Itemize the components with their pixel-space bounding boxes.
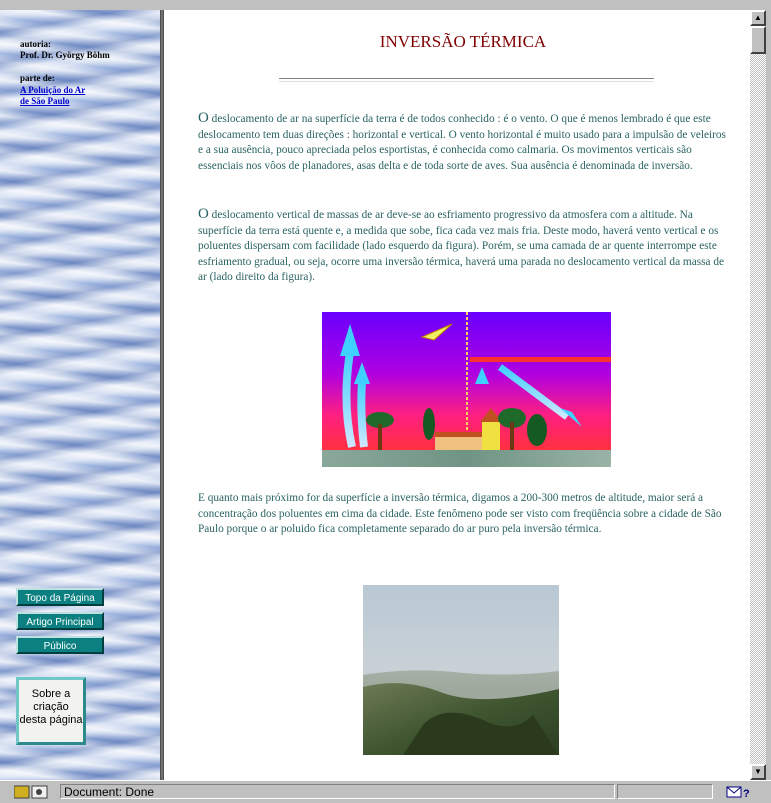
- paragraph-1-text: deslocamento de ar na superfície da terra é de todos conhecido : é o vento. O que é menos lembrado é que este deslocamento tem duas direções : horizontal e vertical. O vento horizontal é muito usado para a impulsão de veleiros e a sua ausência, pouco apreciada pelos esportistas, é conhecida como calmaria. Os movimentos verticais são essenciais nos vôos de planadores, asas delta e de toda sorte de aves. Sua ausência é denominada de inversão.: [198, 113, 726, 172]
- author-label: autoria:: [20, 39, 51, 49]
- status-progress-cell: [617, 784, 713, 799]
- sidebar: [0, 10, 160, 780]
- paragraph-1: [198, 111, 730, 174]
- paragraph-2-text: deslocamento vertical de massas de ar deve-se ao esfriamento progressivo da atmosfera com a altitude. Na superfície da terra está quente e, a medida que sobe, fica cada vez mais fria. Deste modo, haverá vento vertical e os poluentes dispersam com facilidade (lado esquerdo da figura). Porém, se uma camada de ar quente interrompe este esfriamento gradual, ou seja, ocorre uma inversão térmica, haverá uma parada no deslocamento vertical da massa de ar (lado direito da figura).: [198, 209, 725, 284]
- scroll-up-button[interactable]: ▲: [750, 10, 766, 26]
- part-label: parte de:: [20, 73, 55, 83]
- author-name: Prof. Dr. György Böhm: [20, 50, 110, 60]
- paragraph-3: E quanto mais próximo for da superfície a inversão térmica, digamos a 200-300 metros de altitude, maior será a concentração dos poluentes em cima da cidade. Este fenômeno pode ser visto com freqüência sobre a cidade de São Paulo porque o ar poluido fica completamente separado do ar puro pela inversão térmica.: [198, 492, 722, 536]
- window-right-border: [766, 10, 771, 780]
- vertical-scrollbar[interactable]: [750, 10, 766, 780]
- scroll-down-button[interactable]: ▼: [750, 764, 766, 780]
- paragraph-1-initial: O: [198, 110, 209, 126]
- status-bar: [0, 780, 771, 803]
- paragraph-2: [198, 207, 730, 286]
- main-content: [164, 10, 750, 780]
- part-link-line1[interactable]: A Poluição do Ar: [20, 85, 86, 95]
- paragraph-2-initial: O: [198, 206, 209, 222]
- mail-icon[interactable]: [726, 784, 752, 800]
- nav-button-public[interactable]: Público: [16, 636, 104, 654]
- svg-text:?: ?: [743, 788, 750, 800]
- about-page-button[interactable]: Sobre a criação desta página: [16, 677, 86, 745]
- status-text: Document: Done: [60, 784, 615, 799]
- thermal-inversion-illustration: [322, 312, 611, 467]
- horizontal-rule: [279, 78, 654, 82]
- part-link[interactable]: [20, 85, 85, 107]
- part-link-line2[interactable]: de São Paulo: [20, 96, 70, 106]
- scroll-thumb[interactable]: [750, 26, 766, 54]
- sao-paulo-haze-photo: [363, 585, 559, 755]
- page-title: INVERSÃO TÉRMICA: [379, 32, 547, 51]
- security-key-icon[interactable]: [14, 785, 48, 799]
- nav-button-main-article[interactable]: Artigo Principal: [16, 612, 104, 630]
- nav-button-top-of-page[interactable]: Topo da Página: [16, 588, 104, 606]
